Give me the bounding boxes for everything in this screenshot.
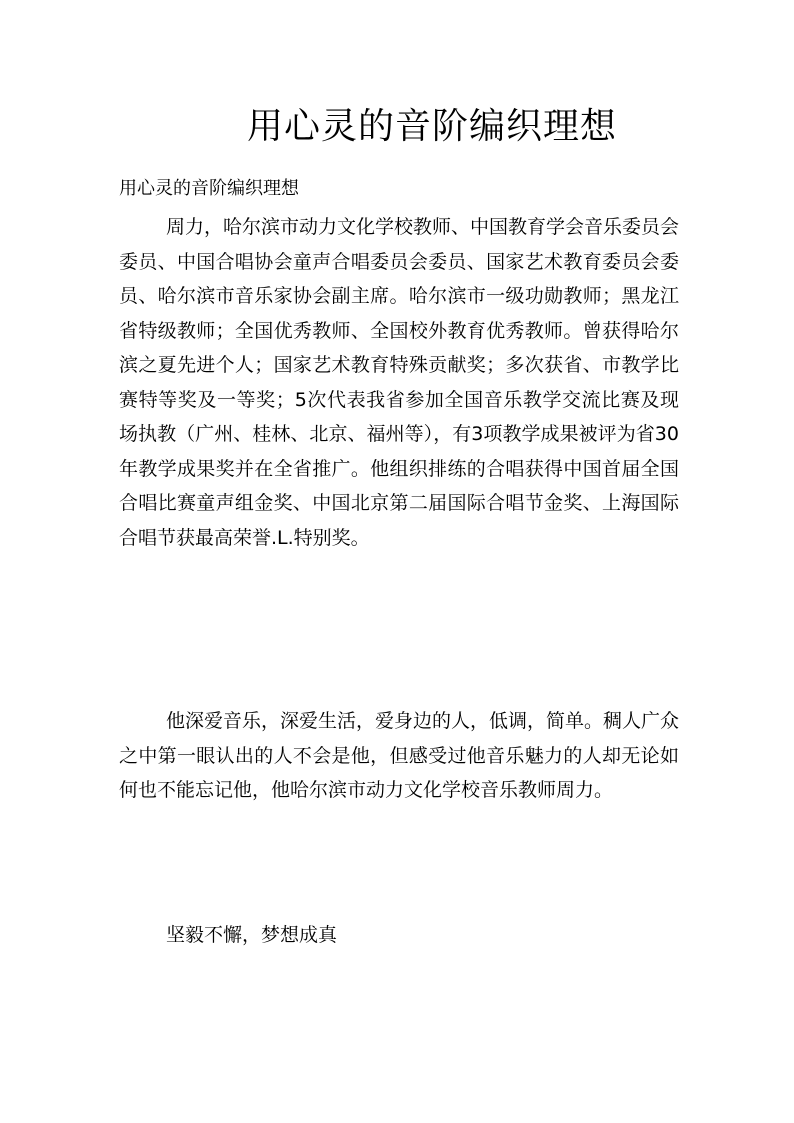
article-subheading: 用心灵的音阶编织理想 <box>119 178 299 199</box>
section-heading: 坚毅不懈，梦想成真 <box>166 924 338 946</box>
body-paragraph-biography: 周力，哈尔滨市动力文化学校教师、中国教育学会音乐委员会委员、中国合唱协会童声合唱委员会委员、国家艺术教育委员会委员、哈尔滨市音乐家协会副主席。哈尔滨市一级功勋教师；黑龙江省特级教师；全国优秀教师、全国校外教育优秀教师。曾获得哈尔滨之夏先进个人；国家艺术教育特殊贡献奖；多次获省、市教学比赛特等奖及一等奖；5次代表我省参加全国音乐教学交流比赛及现场执教（广州、桂林、北京、福州等），有3项教学成果被评为省30年教学成果奖并在全省推广。他组织排练的合唱获得中国首届全国合唱比赛童声组金奖、中国北京第二届国际合唱节金奖、上海国际合唱节获最高荣誉.L.特别奖。 <box>119 216 680 549</box>
document-title: 用心灵的音阶编织理想 <box>246 106 617 147</box>
body-paragraph-character: 他深爱音乐，深爱生活，爱身边的人，低调，简单。稠人广众之中第一眼认出的人不会是他，但感受过他音乐魅力的人却无论如何也不能忘记他，他哈尔滨市动力文化学校音乐教师周力。 <box>119 710 680 801</box>
